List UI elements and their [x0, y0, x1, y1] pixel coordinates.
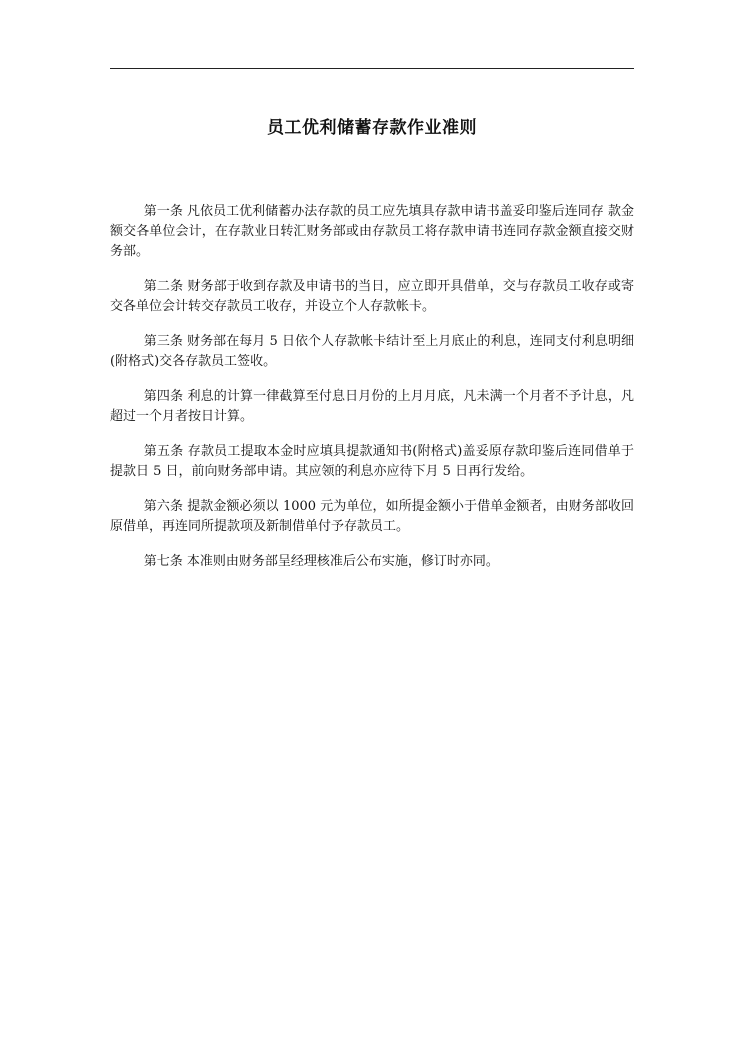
article-5: 第五条 存款员工提取本金时应填具提款通知书(附格式)盖妥原存款印鉴后连同借单于提款日 5 日，前向财务部申请。其应领的利息亦应待下月 5 日再行发给。: [110, 444, 634, 479]
article-4: 第四条 利息的计算一律截算至付息日月份的上月月底，凡未满一个月者不予计息，凡超过一个月者按日计算。: [110, 389, 634, 424]
document-body: [110, 202, 634, 587]
header-divider: [110, 68, 634, 69]
document-title: 员工优利储蓄存款作业准则: [267, 118, 477, 138]
article-6: 第六条 提款金额必须以 1000 元为单位，如所提金额小于借单金额者，由财务部收回原借单，再连同所提款项及新制借单付予存款员工。: [110, 499, 634, 534]
article-1: 第一条 凡依员工优利储蓄办法存款的员工应先填具存款申请书盖妥印鉴后连同存 款金额交各单位会计，在存款业日转汇财务部或由存款员工将存款申请书连同存款金额直接交财务部。: [110, 204, 634, 259]
article-2: 第二条 财务部于收到存款及申请书的当日，应立即开具借单，交与存款员工收存或寄交各单位会计转交存款员工收存，并设立个人存款帐卡。: [110, 279, 634, 314]
article-7: 第七条 本准则由财务部呈经理核准后公布实施，修订时亦同。: [143, 554, 499, 569]
article-3: 第三条 财务部在每月 5 日依个人存款帐卡结计至上月底止的利息，连同支付利息明细(附格式)交各存款员工签收。: [110, 334, 634, 369]
